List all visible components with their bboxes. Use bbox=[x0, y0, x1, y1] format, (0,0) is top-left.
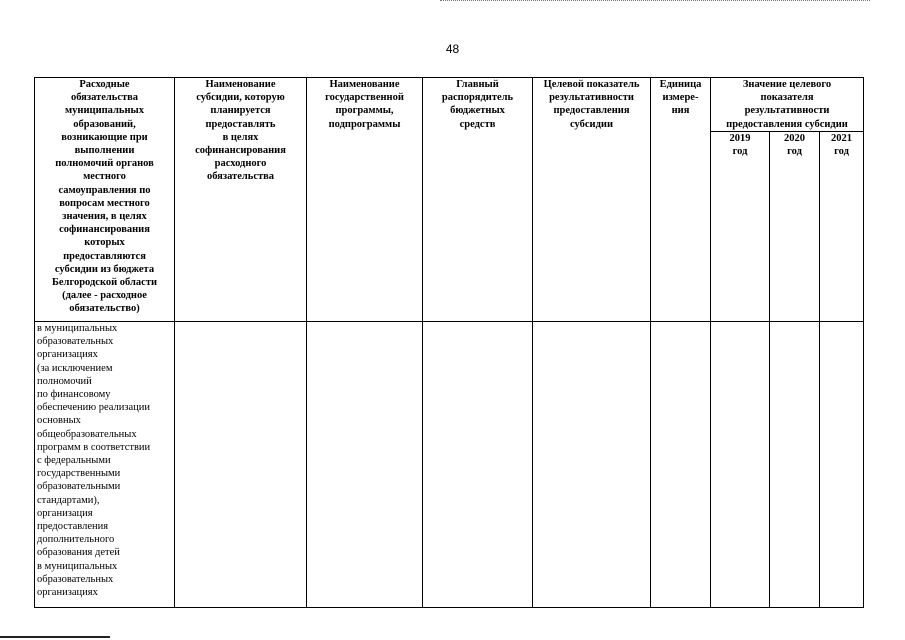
header-unit: Единица измере- ния bbox=[651, 78, 711, 322]
header-year-2021: 2021 год bbox=[820, 132, 864, 322]
header-state-program: Наименование государственной программы, подпрограммы bbox=[307, 78, 423, 322]
header-target-value-group: Значение целевого показателя результативности предоставления субсидии bbox=[711, 78, 864, 132]
subsidy-table bbox=[34, 77, 864, 608]
row1-state-program bbox=[307, 322, 423, 608]
header-year-2020: 2020 год bbox=[770, 132, 820, 322]
row1-value-2020 bbox=[770, 322, 820, 608]
header-chief-administrator: Главный распорядитель бюджетных средств bbox=[423, 78, 533, 322]
page-number: 48 bbox=[445, 42, 460, 56]
header-subsidy-name: Наименование субсидии, которую планируется предоставлять в целях софинансирования расходного обязательства bbox=[175, 78, 307, 322]
row1-subsidy-name bbox=[175, 322, 307, 608]
row1-value-2021 bbox=[820, 322, 864, 608]
header-target-indicator: Целевой показатель результативности предоставления субсидии bbox=[533, 78, 651, 322]
scan-artifact-bottom bbox=[0, 634, 110, 638]
row1-value-2019 bbox=[711, 322, 770, 608]
row1-unit bbox=[651, 322, 711, 608]
header-year-2019: 2019 год bbox=[711, 132, 770, 322]
row1-chief-administrator bbox=[423, 322, 533, 608]
row1-target-indicator bbox=[533, 322, 651, 608]
header-expenditure-obligations: Расходные обязательства муниципальных образований, возникающие при выполнении полномочий органов местного самоуправления по вопросам местного значения, в целях софинансирования которых предоставляются субсидии из бюджета Белгородской области (далее - расходное обязательство) bbox=[35, 78, 175, 322]
row1-expenditure-obligation: в муниципальных образовательных организациях (за исключением полномочий по финансовому обеспечению реализации основных общеобразовательных программ в соответствии с федеральными государственными образовательными стандартами), организация предоставления дополнительного образования детей в муниципальных образовательных организациях bbox=[35, 322, 175, 608]
scan-artifact-top bbox=[440, 0, 870, 4]
